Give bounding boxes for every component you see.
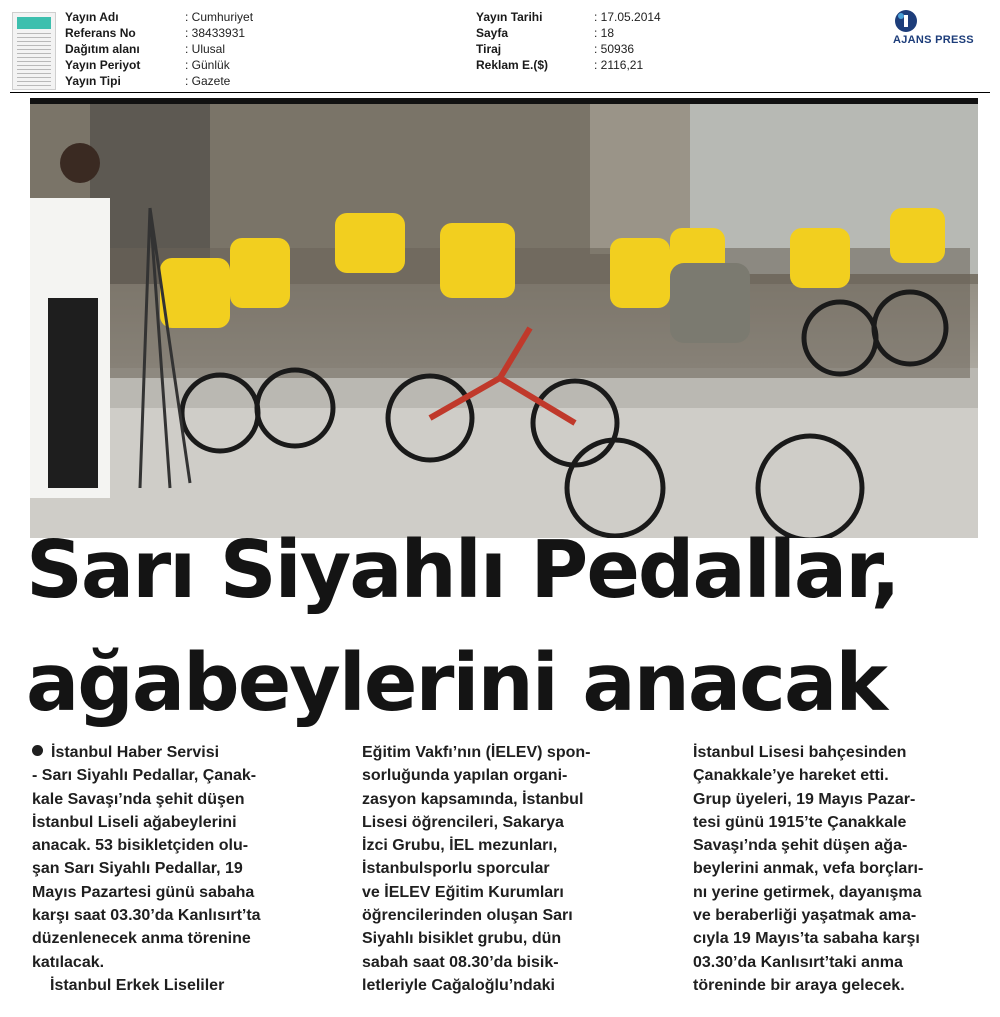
article-line: İstanbulsporlu sporcular (362, 860, 550, 878)
article-line: İstanbul Liseli ağabeylerini (32, 813, 237, 831)
thumbnail-text-lines (17, 33, 51, 87)
article-line: nı yerine getirmek, dayanışma (693, 883, 922, 901)
meta-row-reference: Referans No : 38433931 (65, 26, 246, 40)
article-line: İstanbul Haber Servisi (32, 741, 261, 764)
article-line: düzenlenecek anma törenine (32, 930, 251, 948)
article-line: beylerini anmak, vefa borçları- (693, 860, 924, 878)
article-line: Mayıs Pazartesi günü sabaha (32, 883, 255, 901)
metadata-right (476, 9, 661, 73)
article-line: töreninde bir araya gelecek. (693, 976, 905, 994)
meta-row-distribution: Dağıtım alanı : Ulusal (65, 42, 226, 56)
metadata-left (65, 9, 253, 89)
article-line: sabah saat 08.30’da bisik- (362, 953, 559, 971)
meta-row-date: Yayın Tarihi : 17.05.2014 (476, 10, 661, 24)
article-column-1 (32, 741, 261, 997)
article-line: anacak. 53 bisikletçiden olu- (32, 837, 249, 855)
article-column-2 (362, 741, 590, 997)
ajans-press-logo-icon (895, 10, 917, 32)
bullet-icon (32, 745, 43, 756)
article-line: sorluğunda yapılan organi- (362, 767, 568, 785)
article-line: şan Sarı Siyahlı Pedallar, 19 (32, 860, 243, 878)
article-line: karşı saat 03.30’da Kanlısırt’ta (32, 907, 261, 925)
article-line: Çanakkale’ye hareket etti. (693, 767, 889, 785)
article-line: Lisesi öğrencileri, Sakarya (362, 813, 564, 831)
article-line: Grup üyeleri, 19 Mayıs Pazar- (693, 790, 916, 808)
article-line: 03.30’da Kanlısırt’taki anma (693, 953, 903, 971)
article-line: cıyla 19 Mayıs’ta sabaha karşı (693, 930, 920, 948)
article-line: ve İELEV Eğitim Kurumları (362, 883, 564, 901)
logo-text: AJANS PRESS (893, 34, 974, 46)
header-divider (10, 92, 990, 93)
meta-row-ad-value: Reklam E.($) : 2116,21 (476, 58, 644, 72)
cyclists-illustration (30, 98, 978, 538)
article-photo (30, 98, 978, 538)
thumbnail-header (17, 17, 51, 29)
article-line: zasyon kapsamında, İstanbul (362, 790, 584, 808)
meta-row-circulation: Tiraj : 50936 (476, 42, 635, 56)
article-line: Savaşı’nda şehit düşen ağa- (693, 837, 908, 855)
article-line: Eğitim Vakfı’nın (İELEV) spon- (362, 744, 591, 761)
article-line: tesi günü 1915’te Çanakkale (693, 813, 907, 831)
article-line: İstanbul Lisesi bahçesinden (693, 744, 907, 761)
article-line: İstanbul Erkek Liseliler (50, 976, 225, 994)
article-column-3 (693, 741, 923, 997)
clipping-thumbnail[interactable] (12, 12, 56, 90)
article-line: katılacak. (32, 953, 105, 971)
headline-line-2: ağabeylerini anacak (26, 637, 886, 729)
article-line: letleriyle Cağaloğlu’ndaki (362, 976, 555, 994)
headline-line-1: Sarı Siyahlı Pedallar, (26, 524, 899, 616)
article-line: İzci Grubu, İEL mezunları, (362, 837, 558, 855)
meta-row-page: Sayfa : 18 (476, 26, 615, 40)
meta-row-type: Yayın Tipi : Gazete (65, 74, 231, 88)
article-line: ve beraberliği yaşatmak ama- (693, 907, 917, 925)
meta-row-publication: Yayın Adı : Cumhuriyet (65, 10, 254, 24)
article-line: Siyahlı bisiklet grubu, dün (362, 930, 562, 948)
article-line: öğrencilerinden oluşan Sarı (362, 907, 573, 925)
ajans-press-logo (893, 10, 989, 50)
article-line: - Sarı Siyahlı Pedallar, Çanak- (32, 767, 257, 785)
article-line: kale Savaşı’nda şehit düşen (32, 790, 245, 808)
meta-row-period: Yayın Periyot : Günlük (65, 58, 230, 72)
